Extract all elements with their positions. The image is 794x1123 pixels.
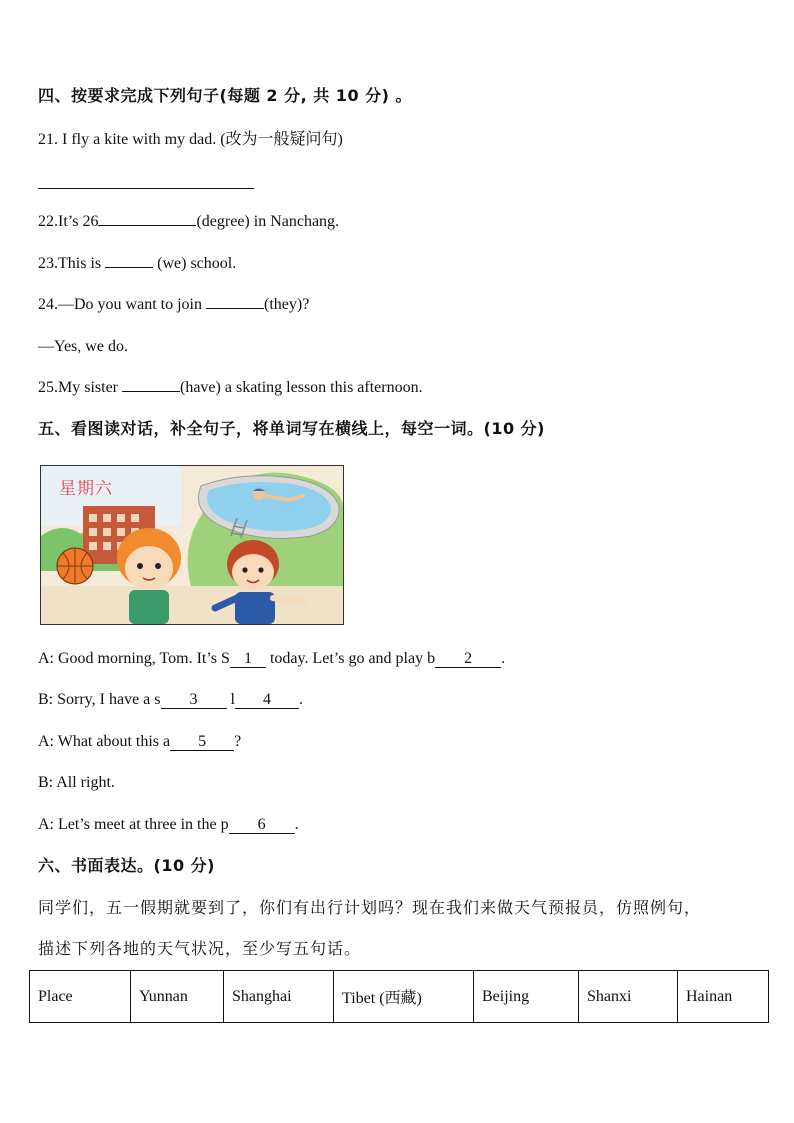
dialogue-text: ? <box>234 733 242 750</box>
dialogue-blank-3[interactable]: 3 <box>161 691 227 709</box>
question-text: (have) a skating lesson this afternoon. <box>180 379 423 396</box>
section5-heading: 五、看图读对话，补全句子，将单词写在横线上，每空一词。(10 分) <box>38 419 545 438</box>
dialogue-text: B: All right. <box>38 774 115 791</box>
dialogue-text: A: Good morning, Tom. It’s S <box>38 650 230 667</box>
table-cell: Beijing <box>474 971 579 1023</box>
table-cell: Yunnan <box>131 971 224 1023</box>
section4-heading: 四、按要求完成下列句子(每题 2 分, 共 10 分) 。 <box>38 86 413 105</box>
table-cell: Shanghai <box>224 971 334 1023</box>
table-cell: Place <box>30 971 131 1023</box>
question-text: (they)? <box>264 296 310 313</box>
dialogue-blank-5[interactable]: 5 <box>170 733 234 751</box>
answer-blank-24[interactable] <box>206 308 264 309</box>
table-cell: Tibet (西藏) <box>334 971 474 1023</box>
dialogue-line-5 <box>38 815 299 835</box>
answer-blank-23[interactable] <box>105 267 153 268</box>
question-text: 23.This is <box>38 255 106 272</box>
picture-caption: 星期六 <box>59 479 113 499</box>
weather-table <box>29 970 769 1023</box>
question-text: 25.My sister <box>38 379 122 396</box>
question-23 <box>38 254 236 274</box>
question-24 <box>38 295 309 315</box>
question-text: (degree) in Nanchang. <box>196 213 340 230</box>
dialogue-blank-4[interactable]: 4 <box>235 691 299 709</box>
question-21 <box>38 130 343 150</box>
dialogue-line-4 <box>38 773 115 793</box>
dialogue-text: . <box>501 650 506 667</box>
question-text: 21. I fly a kite with my dad. (改为一般疑问句) <box>38 131 343 148</box>
question-text: 22.It’s 26 <box>38 213 99 230</box>
answer-blank-25[interactable] <box>122 391 180 392</box>
writing-prompt-line-1: 同学们，五一假期就要到了，你们有出行计划吗？现在我们来做天气预报员，仿照例句， <box>38 898 702 917</box>
table-row <box>30 971 769 1023</box>
dialogue-text: A: Let’s meet at three in the p <box>38 816 229 833</box>
section6-heading: 六、书面表达。(10 分) <box>38 856 215 875</box>
dialogue-line-3 <box>38 732 241 752</box>
question-text: (we) school. <box>153 255 237 272</box>
dialogue-blank-6[interactable]: 6 <box>229 816 295 834</box>
writing-prompt-line-2: 描述下列各地的天气状况，至少写五句话。 <box>38 939 362 958</box>
answer-line-21[interactable] <box>38 188 254 189</box>
table-cell: Shanxi <box>579 971 678 1023</box>
answer-blank-22[interactable] <box>98 225 196 226</box>
question-text: 24.—Do you want to join <box>38 296 206 313</box>
question-text: —Yes, we do. <box>38 338 128 355</box>
question-25 <box>38 378 423 398</box>
answer-24-reply <box>38 337 128 357</box>
dialogue-text: . <box>294 816 299 833</box>
dialogue-text: today. Let’s go and play b <box>265 650 436 667</box>
cartoon-picture <box>40 465 344 625</box>
dialogue-text: B: Sorry, I have a s <box>38 691 161 708</box>
dialogue-text: . <box>298 691 303 708</box>
dialogue-text: l <box>226 691 235 708</box>
table-cell: Hainan <box>678 971 769 1023</box>
dialogue-text: A: What about this a <box>38 733 171 750</box>
dialogue-line-2 <box>38 690 303 710</box>
dialogue-blank-2[interactable]: 2 <box>435 650 501 668</box>
question-22 <box>38 212 339 232</box>
dialogue-line-1 <box>38 649 505 669</box>
dialogue-blank-1[interactable]: 1 <box>230 650 266 668</box>
